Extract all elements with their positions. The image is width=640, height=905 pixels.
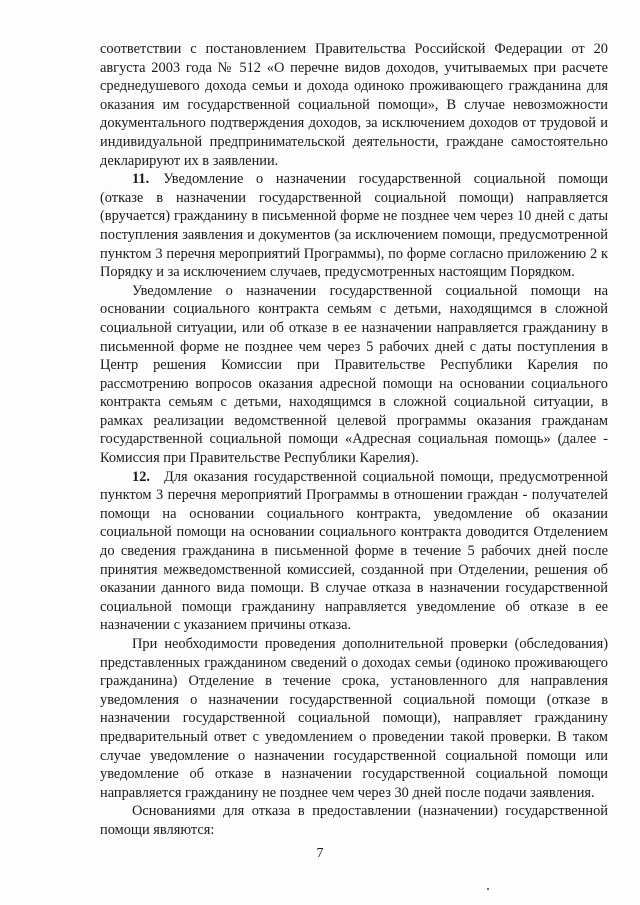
paragraph-text: Уведомление о назначении государственной социальной помощи на основании социального контракта семьям с детьми, находящимся в сложной социальной ситуации, или об отказе в ее назначении направляется гражданину в письменной форме не позднее чем через 5 рабочих дней с даты поступления в Центр решения Комиссии при Правительстве Республики Карелия по рассмотрению вопросов оказания адресной помощи на основании социального контракта семьям с детьми, находящимся в сложной социальной ситуации, в рамках реализации ведомственной целевой программы оказания гражданам государственной социальной помощи «Адресная социальная помощь» (далее - Комиссия при Правительстве Республики Карелия). bbox=[100, 282, 608, 467]
paragraph-text: Для оказания государственной социальной помощи, предусмотренной пунктом 3 перечня мероприятий Программы в отношении граждан - получателей помощи на основании социального контракта, уведомление об оказании социальной помощи на основании социального контракта доводится Отделением до сведения гражданина в письменной форме в течение 5 рабочих дней после принятия межведомственной комиссией, созданной при Отделении, решения об оказании данного вида помощи. В случае отказа в назначении государственной социальной помощи гражданину направляется уведомление об отказе в ее назначении с указанием причины отказа. bbox=[100, 468, 608, 634]
paragraph-text: Основаниями для отказа в предоставлении (назначении) государственной помощи являются: bbox=[100, 803, 608, 838]
paragraph-number: 12. bbox=[132, 468, 150, 485]
paragraph-text: соответствии с постановлением Правительства Российской Федерации от 20 августа 2003 года № 512 «О перечне видов доходов, учитываемых при расчете среднедушевого дохода семьи и дохода одиноко проживающего гражданина для оказания им государственной социальной помощи», В случае невозможности документального подтверждения доходов, за исключением доходов от трудовой и индивидуальной предпринимательской деятельности, граждане самостоятельно декларируют их в заявлении. bbox=[100, 41, 608, 169]
scan-speck bbox=[487, 888, 489, 890]
page-number: 7 bbox=[316, 846, 324, 861]
paragraph-12 bbox=[100, 468, 608, 635]
paragraph-text: Уведомление о назначении государственной социальной помощи (отказе в назначении государственной социальной помощи) направляется (вручается) гражданину в письменной форме не позднее чем через 10 дней с даты поступления заявления и документов (за исключением помощи, предусмотренной пунктом 3 перечня мероприятий Программы), по форме согласно приложению 2 к Порядку и за исключением случаев, предусмотренных настоящим Порядком. bbox=[100, 171, 608, 281]
paragraph-text: При необходимости проведения дополнительной проверки (обследования) представленных гражданином сведений о доходах семьи (одиноко проживающего гражданина) Отделение в течение срока, установленного для направления уведомления о назначении государственной социальной помощи (отказе в назначении государственной социальной помощи), направляет гражданину предварительный ответ с уведомлением о проведении такой проверки. В таком случае уведомление о назначении государственной социальной помощи или уведомление об отказе в назначении государственной социальной помощи направляется гражданину не позднее чем через 30 дней после подачи заявления. bbox=[100, 636, 608, 801]
paragraph-verification bbox=[100, 635, 608, 802]
paragraph-grounds bbox=[100, 802, 608, 839]
paragraph-continuation bbox=[100, 40, 608, 170]
paragraph-number: 11. bbox=[132, 171, 150, 188]
document-body bbox=[100, 40, 608, 840]
paragraph-11 bbox=[100, 170, 608, 282]
paragraph-notification bbox=[100, 282, 608, 468]
